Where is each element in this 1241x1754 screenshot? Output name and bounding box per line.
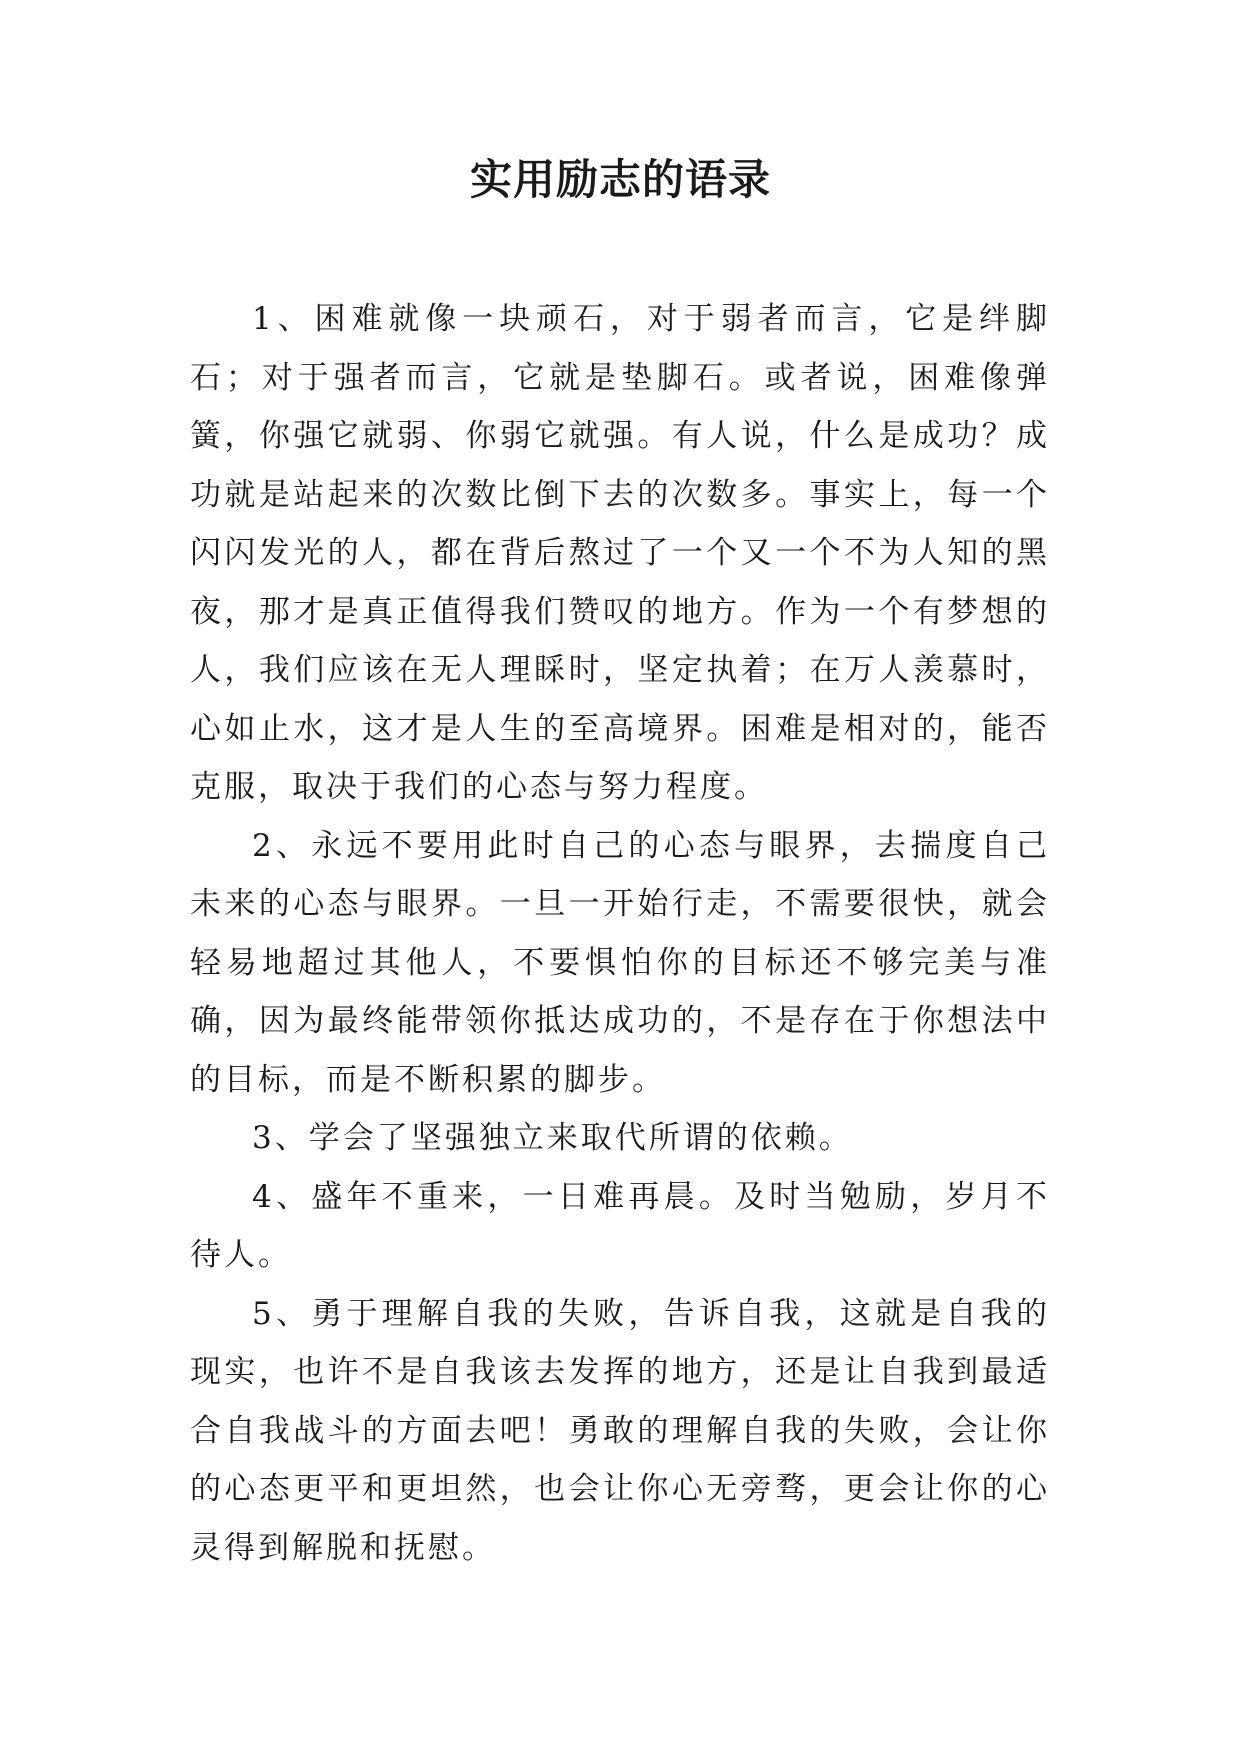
paragraph: 4、盛年不重来，一日难再晨。及时当勉励，岁月不待人。 (190, 1178, 1050, 1273)
document-body (190, 290, 1050, 1577)
paragraph: 3、学会了坚强独立来取代所谓的依赖。 (252, 1120, 853, 1156)
paragraph: 1、困难就像一块顽石，对于弱者而言，它是绊脚石；对于强者而言，它就是垫脚石。或者说，困难像弹簧，你强它就弱、你弱它就强。有人说，什么是成功？成功就是站起来的次数比倒下去的次数多。事实上，每一个闪闪发光的人，都在背后熬过了一个又一个不为人知的黑夜，那才是真正值得我们赞叹的地方。作为一个有梦想的人，我们应该在无人理睬时，坚定执着；在万人羡慕时，心如止水，这才是人生的至高境界。困难是相对的，能否克服，取决于我们的心态与努力程度。 (190, 301, 1050, 805)
paragraph: 5、勇于理解自我的失败，告诉自我，这就是自我的现实，也许不是自我该去发挥的地方，还是让自我到最适合自我战斗的方面去吧！勇敢的理解自我的失败，会让你的心态更平和更坦然，也会让你心无旁骛，更会让你的心灵得到解脱和抚慰。 (190, 1295, 1050, 1566)
paragraph: 2、永远不要用此时自己的心态与眼界，去揣度自己未来的心态与眼界。一旦一开始行走，不需要很快，就会轻易地超过其他人，不要惧怕你的目标还不够完美与准确，因为最终能带领你抵达成功的，不是存在于你想法中的目标，而是不断积累的脚步。 (190, 827, 1050, 1098)
document-title: 实用励志的语录 (469, 155, 771, 204)
